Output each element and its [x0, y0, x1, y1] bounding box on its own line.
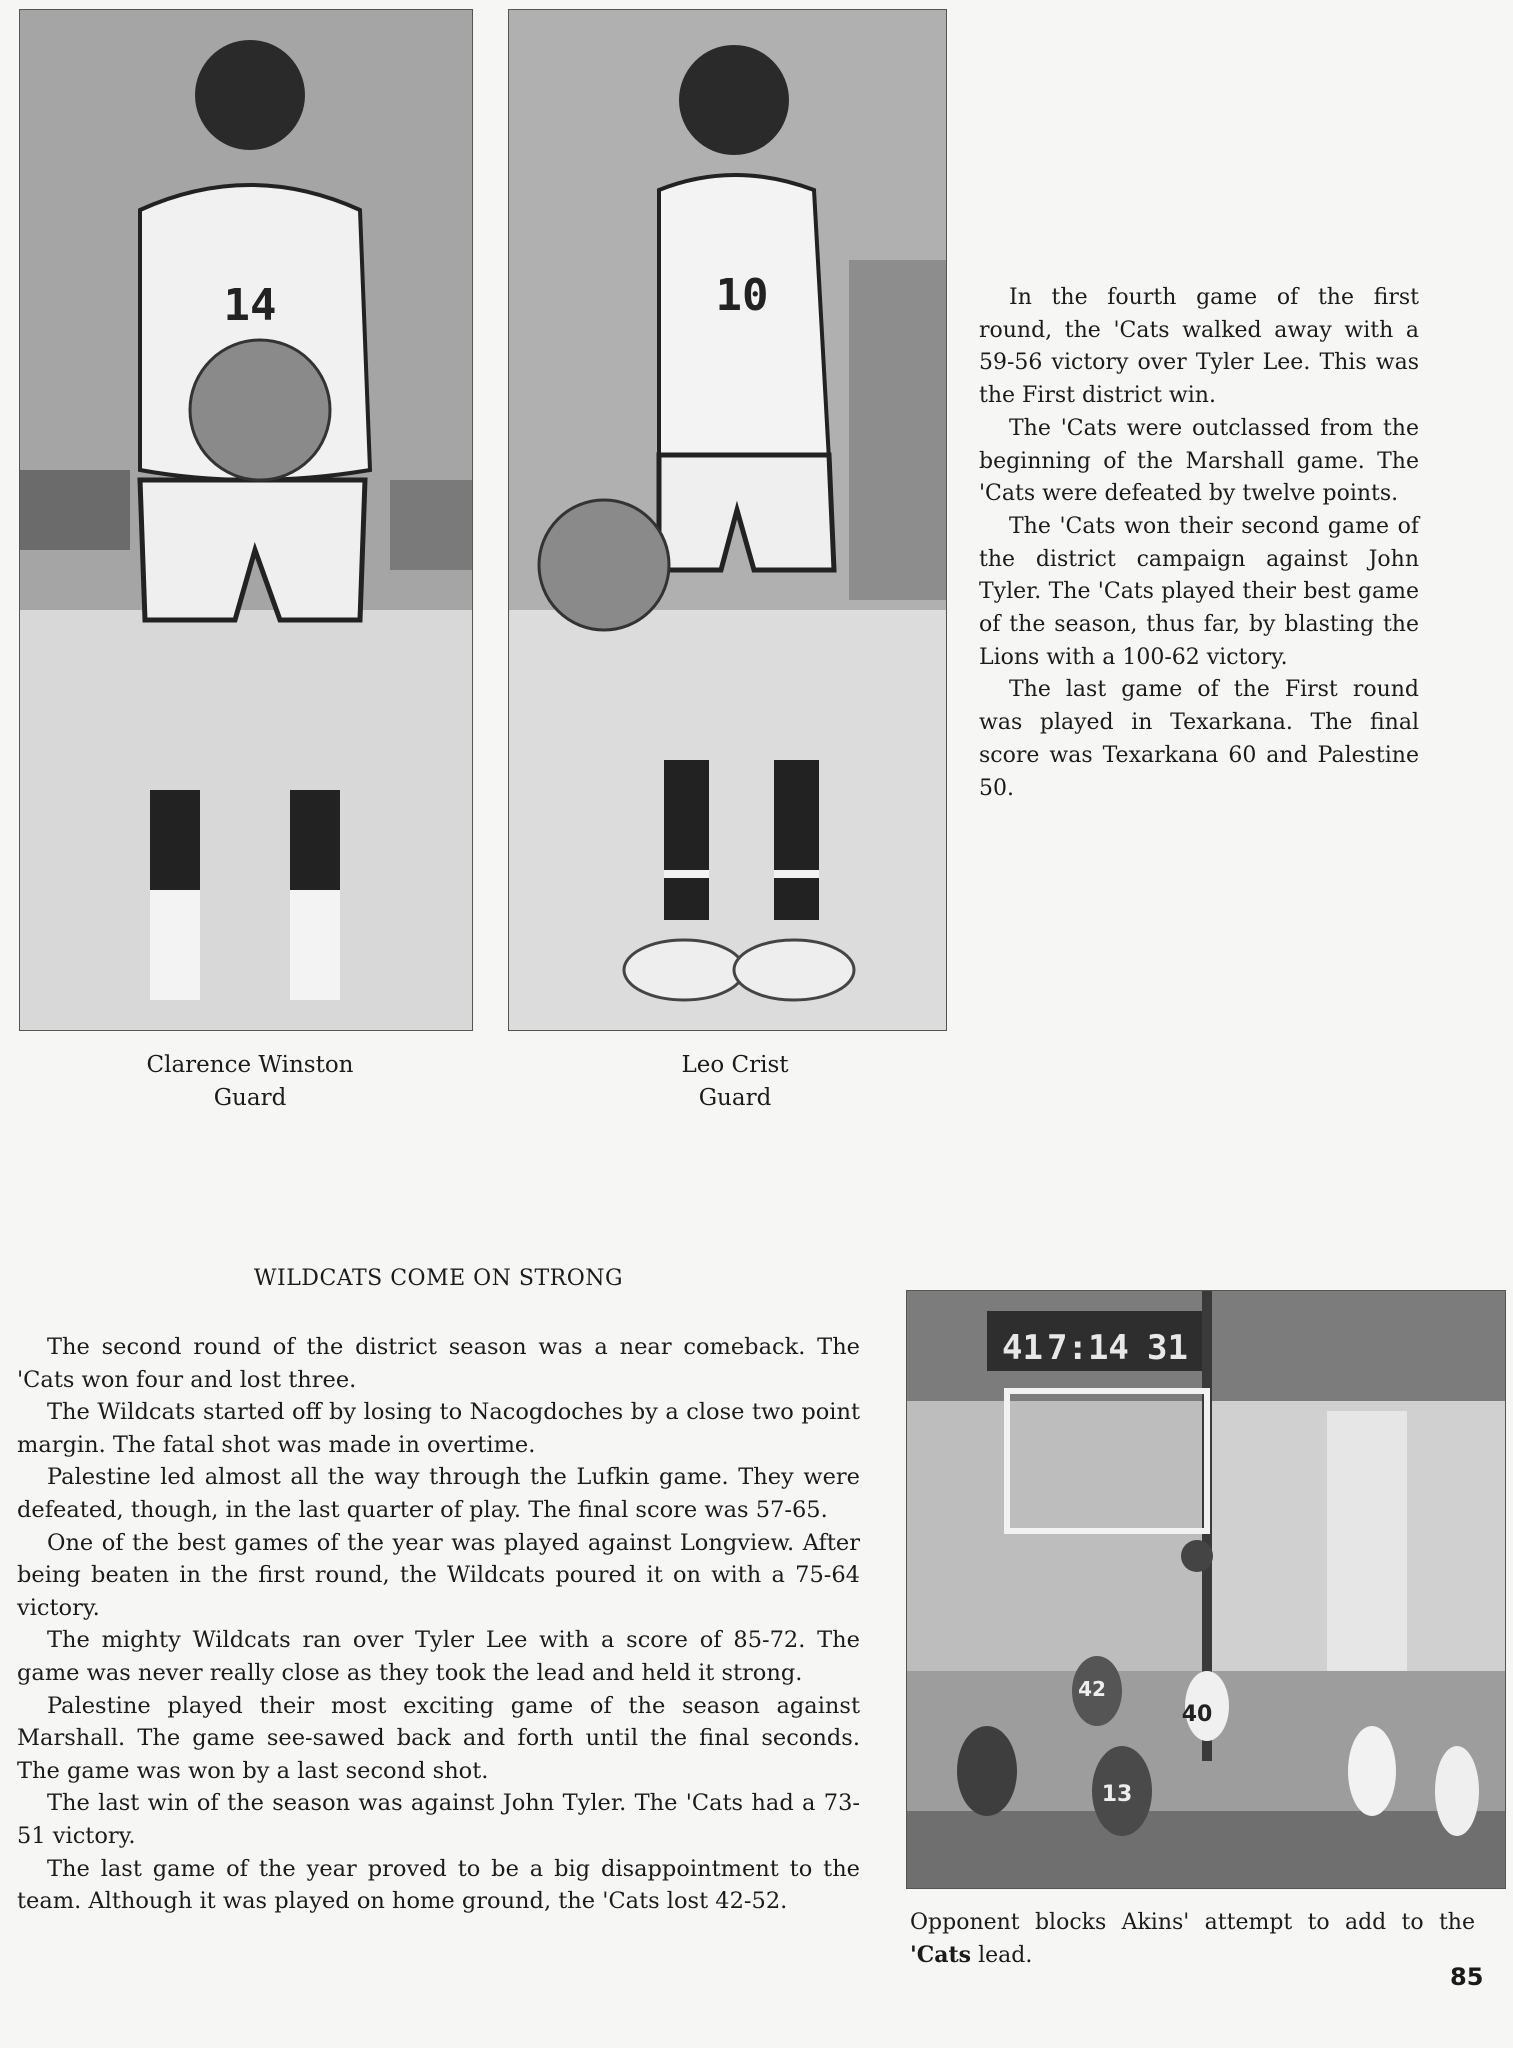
player-position: Guard [213, 1085, 287, 1111]
caption-text: Opponent blocks Akins' attempt to add to the [910, 1910, 1475, 1935]
player-photo-leo-crist [508, 9, 947, 1031]
paragraph: The Wildcats started off by losing to Nacogdoches by a close two point margin. The fatal shot was made in overtime. [17, 1399, 860, 1458]
paragraph: The last game of the First round was played in Texarkana. The final score was Texarkana 60 and Palestine 50. [979, 677, 1419, 801]
game-photo-caption [910, 1907, 1475, 1972]
player-caption-clarence-winston [100, 1049, 400, 1115]
jersey-number: 14 [223, 280, 277, 331]
paragraph: One of the best games of the year was played against Longview. After being beaten in the first round, the Wildcats poured it on with a 75-64 victory. [17, 1529, 860, 1621]
paragraph: The last game of the year proved to be a big disappointment to the team. Although it was played on home ground, the 'Cats lost 42-52. [17, 1855, 860, 1915]
paragraph: The second round of the district season was a near comeback. The 'Cats won four and lost three. [17, 1334, 860, 1393]
paragraph: Palestine led almost all the way through the Lufkin game. They were defeated, though, in the last quarter of play. The final score was 57-65. [17, 1464, 860, 1523]
paragraph: The 'Cats won their second game of the district campaign against John Tyler. The 'Cats played their best game of the season, thus far, by blasting the Lions with a 100-62 victory. [979, 513, 1419, 670]
paragraph: The mighty Wildcats ran over Tyler Lee with a score of 85-72. The game was never really close as they took the lead and held it strong. [17, 1627, 860, 1686]
paragraph: The last win of the season was against John Tyler. The 'Cats had a 73-51 victory. [17, 1790, 860, 1849]
player-caption-leo-crist [585, 1049, 885, 1115]
page-number: 85 [1450, 1963, 1484, 1991]
section-heading: WILDCATS COME ON STRONG [253, 1266, 624, 1291]
player-position: Guard [698, 1085, 772, 1111]
jersey-number: 10 [715, 270, 769, 321]
player-jersey: 40 [1181, 1702, 1213, 1727]
section-text-column [17, 1331, 860, 1918]
game-action-photo [906, 1290, 1506, 1889]
paragraph: The 'Cats were outclassed from the beginning of the Marshall game. The 'Cats were defeated by twelve points. [979, 415, 1419, 507]
scoreboard-guest: 31 [1147, 1328, 1188, 1368]
caption-bold: 'Cats [910, 1942, 972, 1968]
player-photo-clarence-winston [19, 9, 473, 1031]
player-name: Leo Crist [681, 1052, 789, 1078]
player-jersey: 42 [1078, 1677, 1106, 1701]
top-text-column [979, 282, 1419, 805]
scoreboard-clock: 7:14 [1047, 1328, 1129, 1368]
paragraph: In the fourth game of the first round, the 'Cats walked away with a 59-56 victory over Tyler Lee. This was the First district win. [979, 285, 1419, 409]
player-jersey: 13 [1101, 1782, 1133, 1807]
paragraph: Palestine played their most exciting game of the season against Marshall. The game see-sawed back and forth until the final seconds. The game was won by a last second shot. [17, 1692, 860, 1784]
player-name: Clarence Winston [146, 1052, 354, 1078]
caption-text: lead. [978, 1943, 1033, 1968]
scoreboard-home: 41 [1002, 1328, 1043, 1368]
